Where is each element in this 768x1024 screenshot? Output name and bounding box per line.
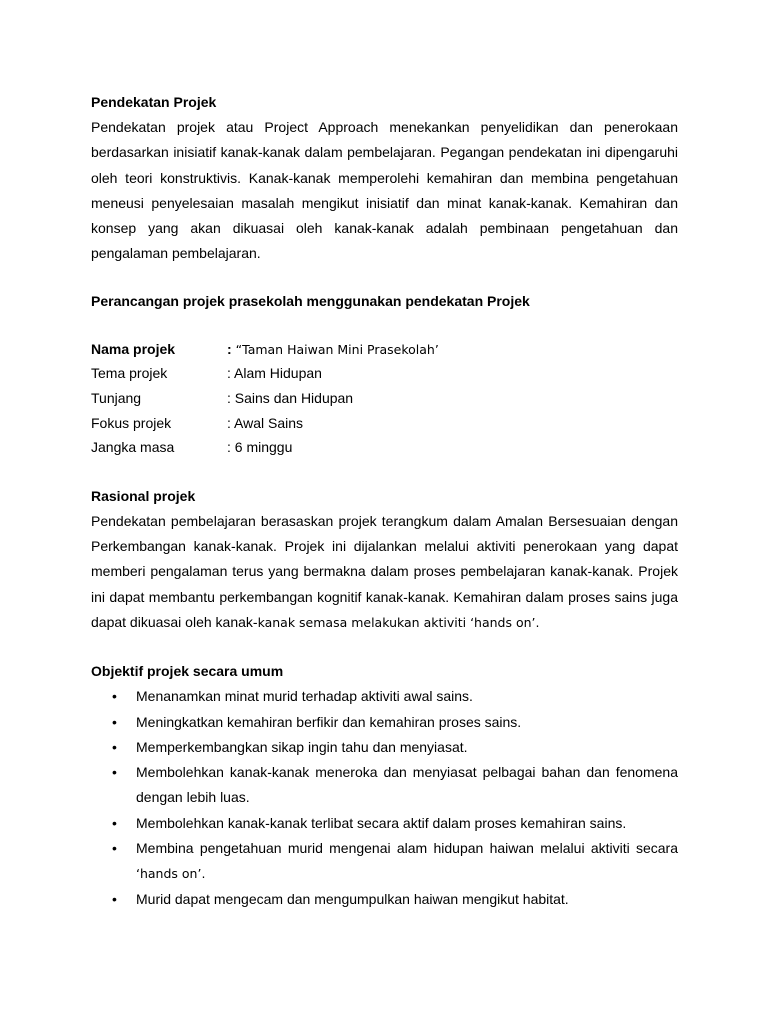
list-item [91,887,678,912]
info-row-pillar [91,386,678,411]
bullet-icon: • [112,840,117,857]
info-label: Tema projek [91,365,168,382]
info-value [227,386,678,411]
rationale-heading: Rasional projek [91,487,196,504]
list-item-text: Membina pengetahuan murid mengenai alam hidupan haiwan melalui aktiviti secara [136,840,678,857]
info-value-text: Awal Sains [230,414,304,431]
info-value-text: Alam Hidupan [230,365,322,382]
project-info-table [91,337,678,460]
list-item-text-tail: ‘hands on’. [136,866,206,882]
objectives-list [91,684,678,912]
list-item-text: Menanamkan minat murid terhadap aktiviti awal sains. [136,688,473,705]
info-row-project-name [91,337,678,362]
info-label: Tunjang [91,389,142,406]
bullet-icon: • [112,738,117,755]
list-item [91,811,678,836]
info-value-text: 6 minggu [230,439,293,456]
list-item [91,735,678,760]
intro-heading: Pendekatan Projek [91,94,217,110]
info-value [227,361,678,386]
info-value [227,411,678,436]
list-item [91,836,678,887]
info-row-theme [91,361,678,386]
list-item [91,760,678,811]
info-value-text: “Taman Haiwan Mini Prasekolah’ [231,341,439,357]
list-item [91,710,678,735]
rationale-paragraph [91,509,678,635]
document-content [91,90,678,912]
bullet-icon: • [112,713,117,730]
info-label: Nama projek [91,340,176,357]
bullet-icon: • [112,890,117,907]
list-item-text: Murid dapat mengecam dan mengumpulkan haiwan mengikut habitat. [136,890,569,907]
info-value-text: Sains dan Hidupan [230,389,354,406]
info-label: Jangka masa [91,439,175,456]
info-row-duration [91,435,678,460]
info-value [227,337,678,362]
info-colon: : [227,389,231,406]
info-colon: : [227,365,231,382]
list-item-text: Membolehkan kanak-kanak meneroka dan menyiasat pelbagai bahan dan fenomena dengan lebih luas. [136,764,678,806]
bullet-icon: • [112,688,117,705]
rationale-text-tail: kanak semasa melakukan aktiviti ‘hands on’. [257,614,540,630]
info-value [227,435,678,460]
objectives-heading: Objektif projek secara umum [91,663,284,680]
info-colon: : [227,414,231,431]
bullet-icon: • [112,764,117,781]
list-item-text: Meningkatkan kemahiran berfikir dan kemahiran proses sains. [136,713,522,730]
info-colon: : [227,439,231,456]
info-label: Fokus projek [91,414,172,431]
info-colon: : [227,340,232,357]
list-item [91,684,678,709]
rationale-text: Pendekatan pembelajaran berasaskan projek terangkum dalam Amalan Bersesuaian dengan Perkembangan kanak-kanak. Projek ini dijalankan melalui aktiviti penerokaan yang dapat memberi pengalaman terus yang bermakna dalam proses pembelajaran kanak-kanak. Projek ini dapat membantu perkembangan kognitif kanak-kanak. Kemahiran dalam proses sains juga dapat dikuasai oleh kanak- [91,512,678,630]
bullet-icon: • [112,814,117,831]
list-item-text: Memperkembangkan sikap ingin tahu dan menyiasat. [136,738,468,755]
intro-paragraph: Pendekatan projek atau Project Approach menekankan penyelidikan dan penerokaan berdasarkan inisiatif kanak-kanak dalam pembelajaran. Pegangan pendekatan ini dipengaruhi oleh teori konstruktivis. Kanak-kanak memperolehi kemahiran dan membina pengetahuan meneusi penyelesaian masalah mengikut inisiatif dan minat kanak-kanak. Kemahiran dan konsep yang akan dikuasai oleh kanak-kanak adalah pembinaan pengetahuan dan pengalaman pembelajaran. [91,119,678,262]
list-item-text: Membolehkan kanak-kanak terlibat secara aktif dalam proses kemahiran sains. [136,814,627,831]
info-row-focus [91,411,678,436]
planning-heading: Perancangan projek prasekolah menggunakan pendekatan Projek [91,292,530,309]
